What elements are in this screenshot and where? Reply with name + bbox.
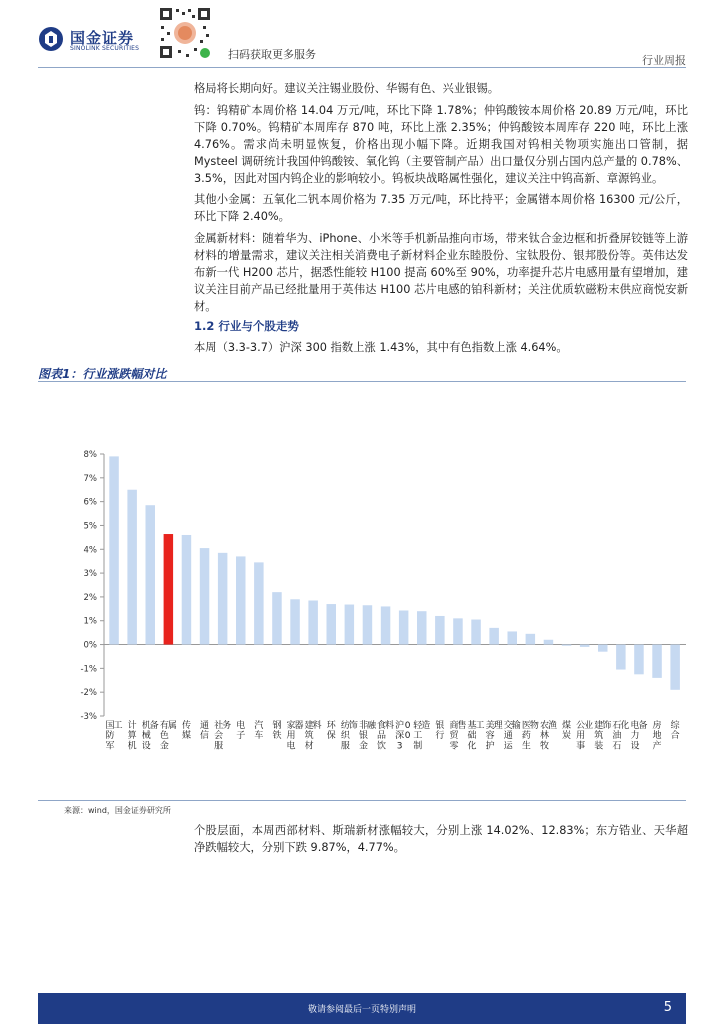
- x-category-label: 纺织服饰: [340, 721, 358, 752]
- figure-bottom-divider: [38, 800, 686, 801]
- x-category-label: 传媒: [181, 721, 191, 742]
- bar-18: [435, 616, 445, 645]
- x-category-label: 商贸零售: [449, 721, 467, 752]
- bar-12: [327, 604, 337, 644]
- bar-2: [146, 505, 156, 644]
- logo-english-name: SINOLINK SECURITIES: [70, 45, 140, 52]
- x-category-label: 银行: [435, 721, 445, 742]
- bar-17: [417, 611, 427, 644]
- section-intro-text: 本周（3.3-3.7）沪深 300 指数上涨 1.43%，其中有色指数上涨 4.64%。: [194, 341, 568, 354]
- page-footer: [38, 993, 686, 1024]
- x-category-label: 基础化工: [467, 721, 485, 752]
- x-category-label: 电子: [236, 721, 246, 742]
- qr-code-icon[interactable]: [158, 6, 212, 60]
- bar-10: [290, 599, 300, 644]
- report-body: [194, 81, 688, 321]
- bar-19: [453, 618, 463, 644]
- y-tick-label: -1%: [80, 664, 97, 675]
- x-category-label: 石油石化: [612, 721, 630, 752]
- x-category-label: 煤炭: [562, 721, 572, 742]
- y-tick-label: 3%: [83, 569, 97, 580]
- y-tick-label: 1%: [83, 616, 97, 627]
- qr-caption: 扫码获取更多服务: [228, 48, 316, 61]
- y-tick-label: 0%: [83, 640, 97, 651]
- x-category-label: 建筑装饰: [594, 721, 612, 752]
- stock-summary: [194, 823, 688, 862]
- bar-3: [164, 534, 174, 645]
- bar-5: [200, 548, 210, 644]
- bar-23: [526, 634, 536, 645]
- paragraph-tungsten: 钨：钨精矿本周价格 14.04 万元/吨，环比下降 1.78%；仲钨酸铵本周价格 20.89 万元/吨，环比下降 0.70%。钨精矿本周库存 870 吨，环比上涨 2.35%；仲钨酸铵本周库存 220 吨，环比上涨 4.76%。需求尚未明显恢复，价格出现小幅下降。近期我国对钨相关物项实施出口管制，据 Mysteel 调研统计我国仲钨酸铵、氧化钨（主要管制产品）出口量仅分别占国内总产量的 0.78%、3.5%，因此对国内钨企业的影响较小。钨板块战略属性强化，建议关注中钨高新、章源钨业。: [194, 103, 688, 185]
- paragraph-new-materials: 金属新材料：随着华为、iPhone、小米等手机新品推向市场，带来钛合金边框和折叠屏铰链等上游材料的增量需求，建议关注相关消费电子新材料企业东睦股份、宝钛股份、银邦股份等。英伟达发布新一代 H200 芯片，据悉性能较 H100 提高 60%至 90%，功率提升芯片电感用量有望增加，建议关注目前产品已经批量用于英伟达 H100 芯片电感的铂科新材；关注优质软磁粉末供应商悦安新材。: [194, 232, 688, 313]
- bar-14: [363, 605, 373, 644]
- figure-top-divider: [38, 381, 686, 382]
- figure-title: 图表1：行业涨跌幅对比: [38, 367, 167, 381]
- company-logo: [38, 26, 148, 56]
- x-category-label: 沪深 30 0: [395, 721, 411, 752]
- bar-9: [272, 592, 282, 644]
- x-category-label: 轻工制造: [413, 721, 431, 752]
- bar-4: [182, 535, 192, 645]
- x-category-label: 公用事业: [576, 721, 594, 752]
- industry-change-bar-chart: [38, 386, 686, 798]
- section-title: 1.2 行业与个股走势: [194, 319, 299, 333]
- bar-27: [598, 645, 608, 652]
- bar-6: [218, 553, 228, 645]
- x-category-label: 美容护理: [485, 721, 503, 752]
- x-category-label: 钢铁: [272, 721, 282, 742]
- bar-16: [399, 610, 409, 644]
- page-header: [0, 0, 724, 70]
- bar-15: [381, 606, 391, 644]
- x-category-label: 有色金属: [159, 721, 177, 752]
- x-category-label: 农林牧渔: [539, 721, 557, 752]
- report-category: 行业周报: [642, 54, 686, 67]
- stock-summary-text: 个股层面，本周西部材料、斯瑞新材涨幅较大，分别上涨 14.02%、12.83%；东方锆业、天华超净跌幅较大，分别下跌 9.87%，4.77%。: [194, 824, 688, 854]
- logo-name: 国金证券: [70, 29, 135, 47]
- bar-11: [308, 600, 318, 644]
- bar-8: [254, 562, 264, 644]
- section-intro: [194, 340, 688, 362]
- paragraph-minor-metals: 其他小金属：五氧化二钒本周价格为 7.35 万元/吨，环比持平；金属镨本周价格 16300 元/公斤，环比下降 2.40%。: [194, 193, 688, 224]
- chart-source: 来源：wind，国金证券研究所: [64, 806, 171, 815]
- y-tick-label: 2%: [83, 592, 97, 603]
- x-category-label: 交通运输: [503, 721, 521, 752]
- bar-13: [345, 605, 355, 645]
- y-tick-label: 5%: [83, 521, 97, 532]
- x-category-label: 国防军工: [105, 721, 123, 752]
- x-category-label: 综合: [670, 721, 680, 742]
- y-tick-label: -3%: [80, 712, 97, 722]
- x-category-label: 环保: [326, 721, 336, 742]
- logo-emblem-icon: [38, 26, 64, 52]
- bar-29: [634, 645, 644, 675]
- x-category-label: 食品饮料: [377, 721, 395, 752]
- y-tick-label: 7%: [83, 473, 97, 484]
- x-category-label: 计算机: [127, 721, 137, 752]
- bar-0: [109, 456, 119, 644]
- bar-20: [471, 620, 481, 645]
- bar-31: [670, 645, 680, 690]
- bar-7: [236, 556, 246, 644]
- x-category-label: 非银金融: [358, 721, 376, 752]
- bar-22: [508, 631, 518, 644]
- x-category-label: 医药生物: [521, 721, 539, 752]
- bar-25: [562, 645, 572, 646]
- x-category-label: 建筑材料: [304, 721, 322, 752]
- x-category-label: 房地产: [652, 721, 662, 752]
- disclaimer-link[interactable]: 敬请参阅最后一页特别声明: [307, 1005, 416, 1015]
- paragraph-tin: 格局将长期向好。建议关注锡业股份、华锡有色、兴业银锡。: [194, 82, 500, 95]
- y-tick-label: 6%: [83, 497, 97, 508]
- y-tick-label: -2%: [80, 688, 97, 699]
- bar-28: [616, 645, 626, 670]
- x-category-label: 家用电器: [286, 721, 304, 752]
- x-category-label: 电力设备: [630, 721, 648, 752]
- x-category-label: 机械设备: [141, 721, 159, 752]
- x-category-label: 汽车: [254, 721, 264, 742]
- x-category-label: 通信: [200, 721, 210, 742]
- bar-24: [544, 640, 554, 645]
- page-number: 5: [663, 1000, 672, 1015]
- bar-21: [489, 628, 499, 645]
- bar-30: [652, 645, 662, 678]
- y-tick-label: 8%: [83, 450, 97, 460]
- y-tick-label: 4%: [83, 545, 97, 556]
- bar-26: [580, 645, 590, 647]
- bar-1: [127, 490, 136, 645]
- header-divider: [38, 67, 686, 68]
- x-category-label: 社会服务: [214, 721, 232, 752]
